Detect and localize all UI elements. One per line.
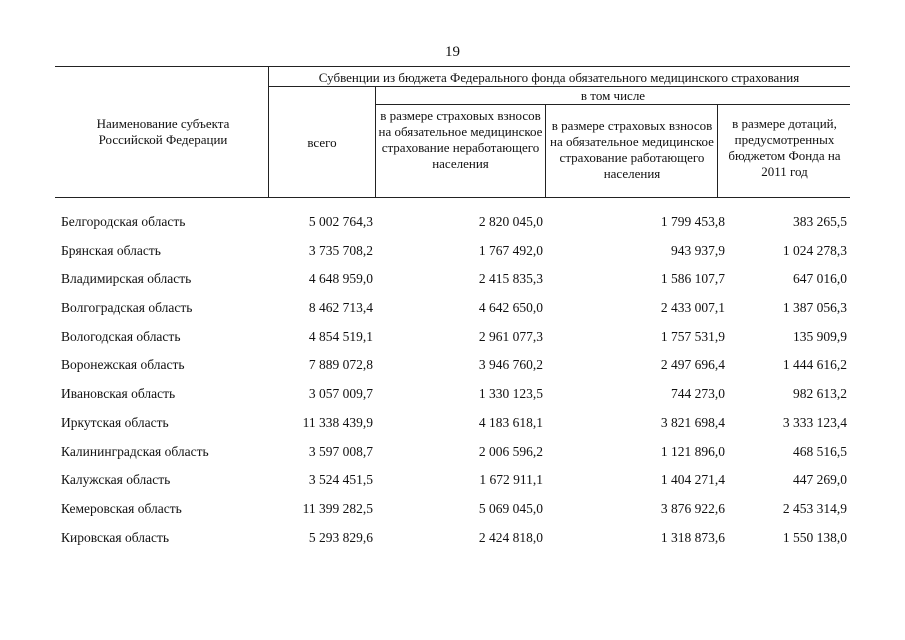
region-name: Калужская область (61, 472, 171, 487)
subsidies-value: 3 333 123,4 (782, 415, 847, 430)
total-value: 4 854 519,1 (308, 329, 373, 344)
subsidies-value: 135 909,9 (793, 329, 847, 344)
region-name: Кировская область (61, 530, 170, 545)
nonworking-value: 2 961 077,3 (478, 329, 543, 344)
working-value: 1 404 271,4 (660, 472, 725, 487)
working-value: 3 876 922,6 (660, 501, 725, 516)
header-bottom-rule (55, 197, 850, 198)
nonworking-value: 2 006 596,2 (478, 444, 543, 459)
header-total: всего (307, 135, 337, 150)
region-name: Волгоградская область (61, 300, 193, 315)
header-working: в размере страховых взносов на обязательное медицинское страхование работающего населения (550, 118, 714, 181)
subsidies-value: 647 016,0 (793, 271, 847, 286)
region-name: Кемеровская область (61, 501, 182, 516)
subsidies-value: 2 453 314,9 (782, 501, 847, 516)
header-rule-subventions (268, 86, 850, 87)
working-value: 2 497 696,4 (660, 357, 725, 372)
subsidies-value: 447 269,0 (793, 472, 847, 487)
total-value: 4 648 959,0 (308, 271, 373, 286)
total-value: 7 889 072,8 (308, 357, 373, 372)
total-value: 11 338 439,9 (302, 415, 373, 430)
region-name: Воронежская область (61, 357, 185, 372)
nonworking-value: 2 415 835,3 (478, 271, 543, 286)
nonworking-value: 2 820 045,0 (478, 214, 543, 229)
subsidies-value: 1 444 616,2 (782, 357, 847, 372)
total-value: 8 462 713,4 (308, 300, 373, 315)
nonworking-value: 1 767 492,0 (478, 243, 543, 258)
page-number: 19 (445, 44, 460, 60)
header-vline-4 (717, 104, 718, 197)
header-subventions: Субвенции из бюджета Федерального фонда обязательного медицинского страхования (318, 70, 800, 85)
table-row (0, 214, 905, 234)
working-value: 1 799 453,8 (660, 214, 725, 229)
subsidies-value: 1 550 138,0 (782, 530, 847, 545)
table-row (0, 329, 905, 349)
subsidies-value: 383 265,5 (793, 214, 847, 229)
subsidies-value: 1 024 278,3 (782, 243, 847, 258)
table-row (0, 444, 905, 464)
region-name: Владимирская область (61, 271, 192, 286)
table-row (0, 530, 905, 550)
region-name: Калининградская область (61, 444, 209, 459)
total-value: 11 399 282,5 (302, 501, 373, 516)
header-nonworking: в размере страховых взносов на обязательное медицинское страхование неработающего населения (378, 108, 543, 171)
nonworking-value: 5 069 045,0 (478, 501, 543, 516)
nonworking-value: 4 642 650,0 (478, 300, 543, 315)
total-value: 3 597 008,7 (308, 444, 373, 459)
nonworking-value: 2 424 818,0 (478, 530, 543, 545)
subsidies-value: 982 613,2 (793, 386, 847, 401)
working-value: 744 273,0 (671, 386, 725, 401)
header-vline-3 (545, 104, 546, 197)
working-value: 2 433 007,1 (660, 300, 725, 315)
total-value: 5 002 764,3 (308, 214, 373, 229)
table-row (0, 501, 905, 521)
table-row (0, 357, 905, 377)
working-value: 1 757 531,9 (660, 329, 725, 344)
header-top-rule (55, 66, 850, 67)
working-value: 3 821 698,4 (660, 415, 725, 430)
total-value: 3 057 009,7 (308, 386, 373, 401)
region-name: Иркутская область (61, 415, 169, 430)
working-value: 1 121 896,0 (660, 444, 725, 459)
working-value: 943 937,9 (671, 243, 725, 258)
table-row (0, 243, 905, 263)
subsidies-value: 468 516,5 (793, 444, 847, 459)
nonworking-value: 3 946 760,2 (478, 357, 543, 372)
total-value: 3 524 451,5 (308, 472, 373, 487)
table-row (0, 472, 905, 492)
table-row (0, 300, 905, 320)
total-value: 5 293 829,6 (308, 530, 373, 545)
header-subsidies: в размере дотаций, предусмотренных бюджетом Фонда на 2011 год (728, 116, 841, 179)
header-region: Наименование субъекта Российской Федерации (96, 116, 230, 147)
working-value: 1 318 873,6 (660, 530, 725, 545)
region-name: Ивановская область (61, 386, 176, 401)
nonworking-value: 4 183 618,1 (478, 415, 543, 430)
region-name: Брянская область (61, 243, 161, 258)
nonworking-value: 1 330 123,5 (478, 386, 543, 401)
region-name: Белгородская область (61, 214, 186, 229)
working-value: 1 586 107,7 (660, 271, 725, 286)
total-value: 3 735 708,2 (308, 243, 373, 258)
region-name: Вологодская область (61, 329, 181, 344)
table-row (0, 271, 905, 291)
header-rule-including (375, 104, 850, 105)
header-including: в том числе (580, 88, 646, 103)
table-row (0, 415, 905, 435)
subsidies-value: 1 387 056,3 (782, 300, 847, 315)
nonworking-value: 1 672 911,1 (479, 472, 543, 487)
table-row (0, 386, 905, 406)
